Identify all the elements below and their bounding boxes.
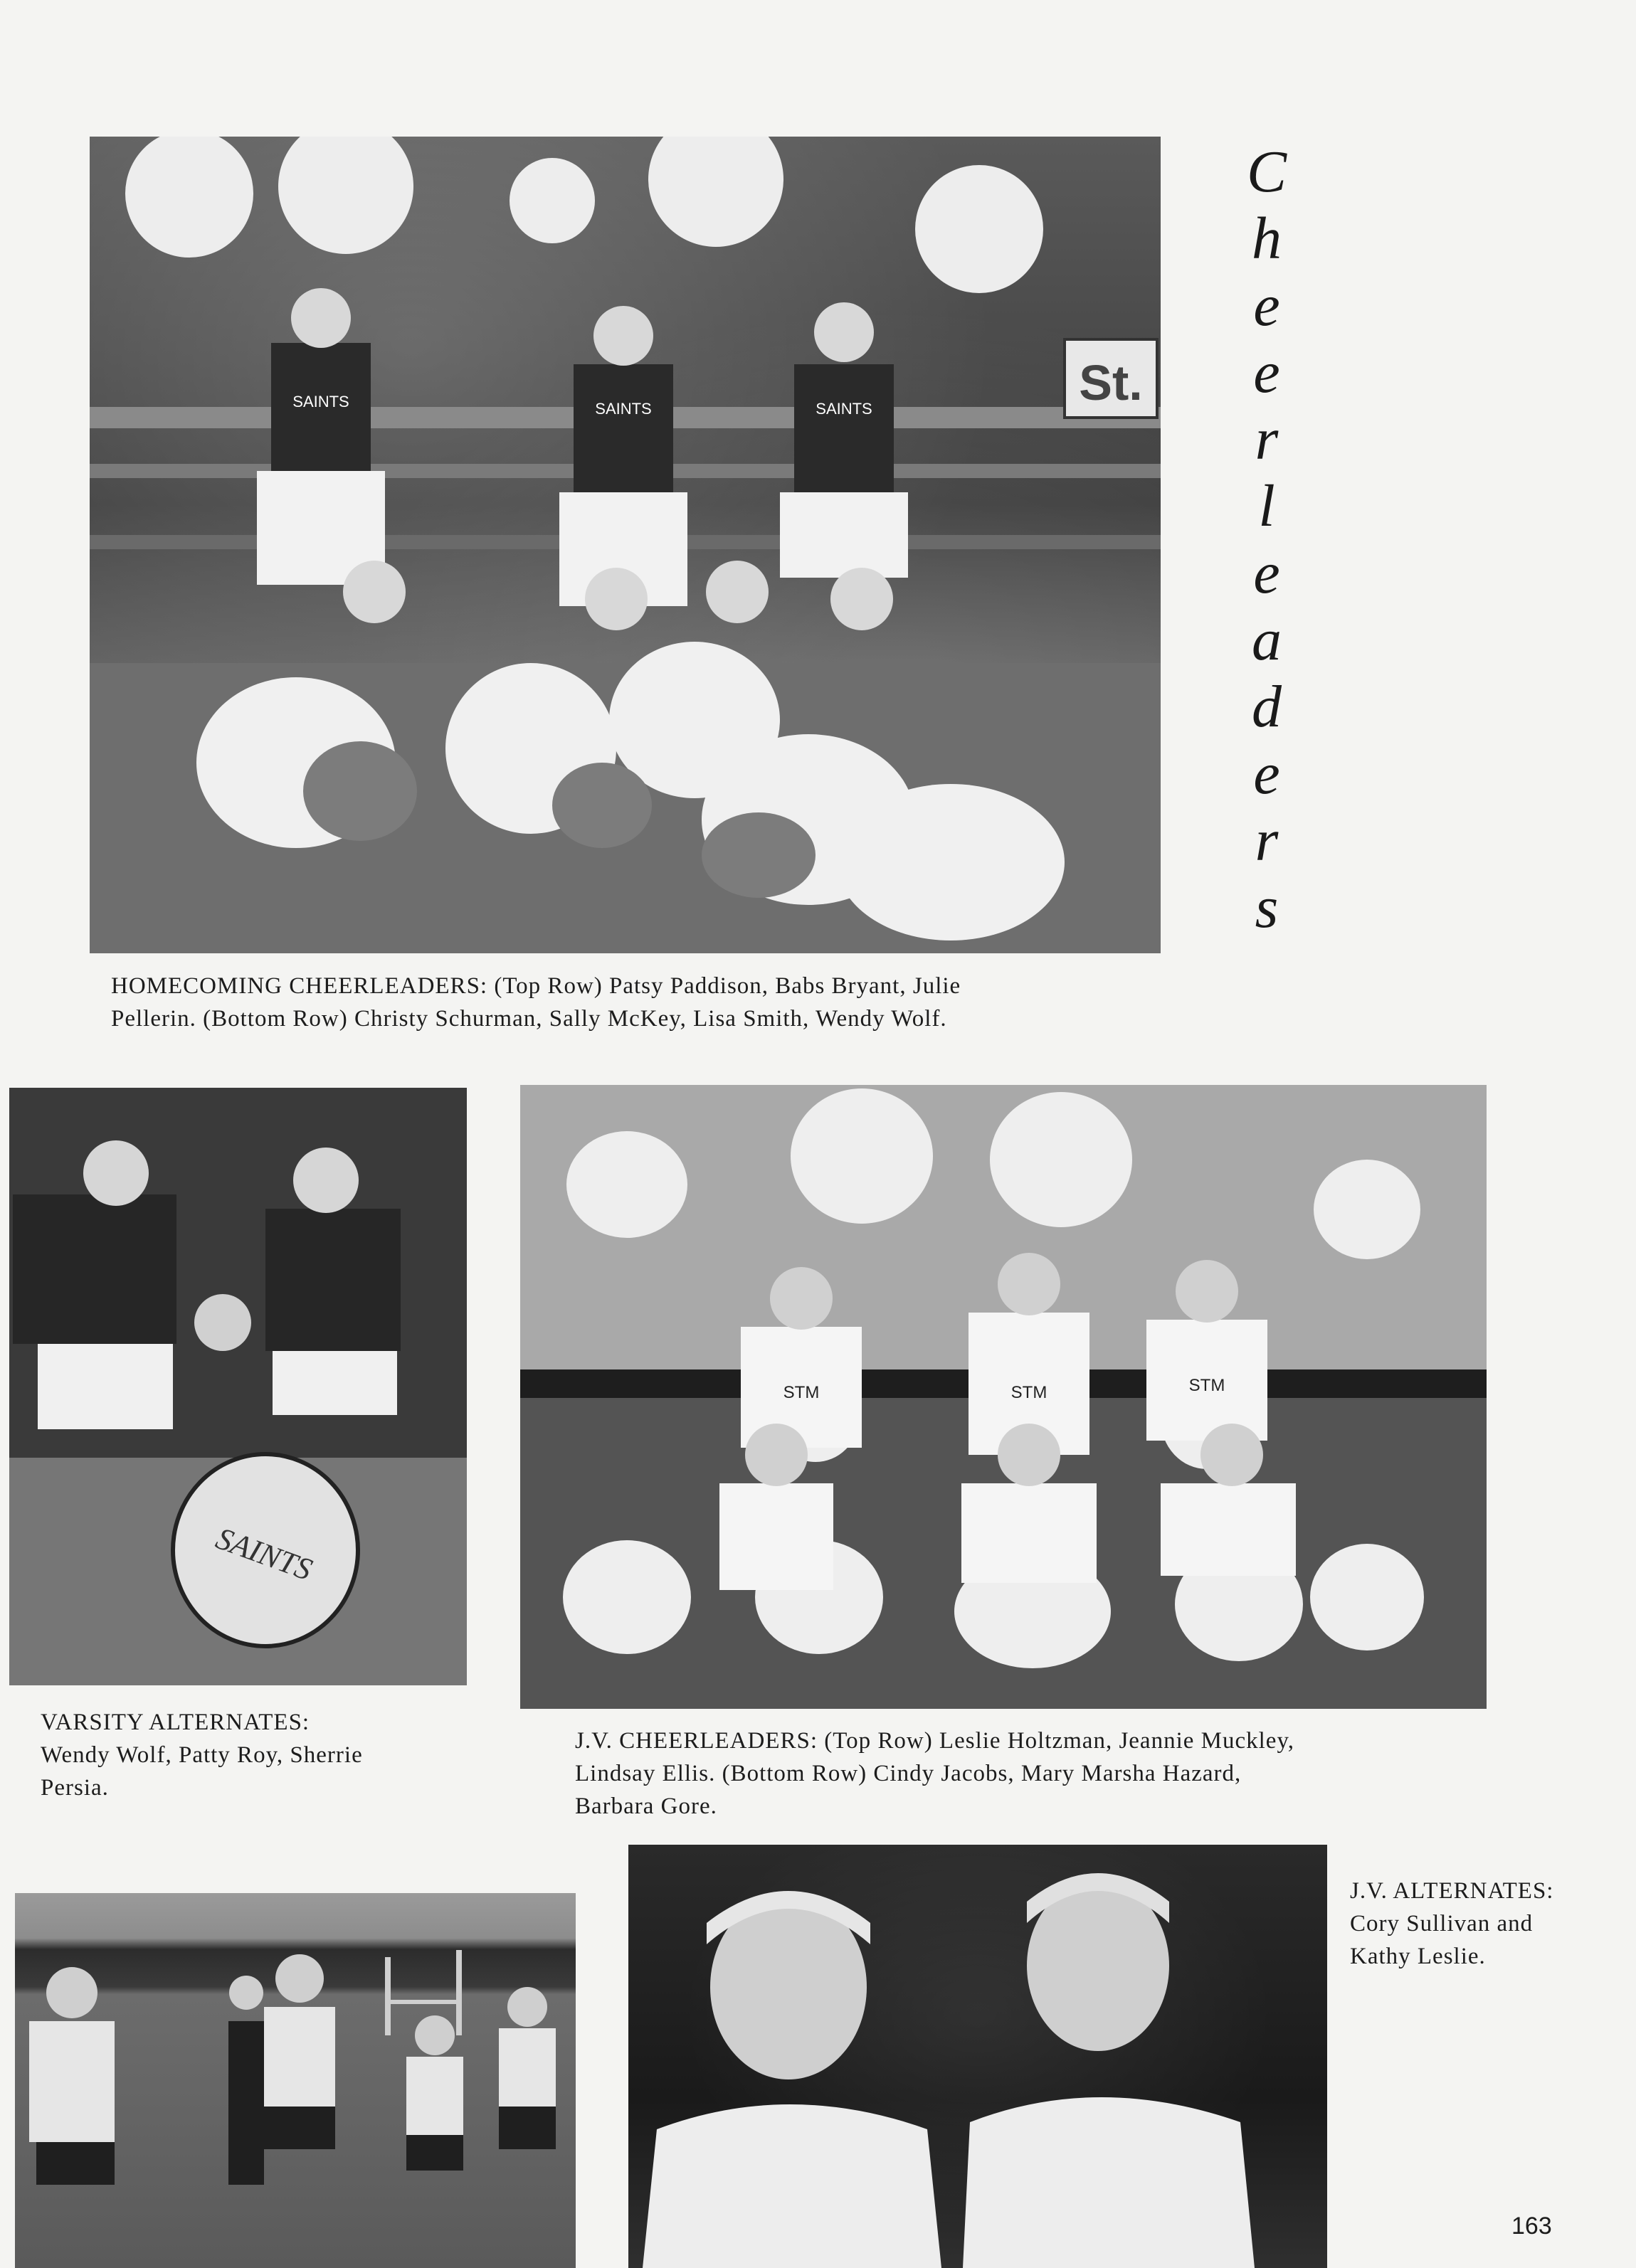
homecoming-caption — [111, 970, 1178, 1035]
caption-line: J.V. ALTERNATES: — [1350, 1878, 1554, 1904]
caption-line: VARSITY ALTERNATES: — [41, 1710, 310, 1735]
page-number: 163 — [1511, 2213, 1552, 2240]
varsity-alternates-caption — [41, 1706, 468, 1804]
caption-line: Lindsay Ellis. (Bottom Row) Cindy Jacobs, Mary Marsha Hazard, — [575, 1761, 1242, 1786]
title-letter: s — [1255, 874, 1279, 940]
title-letter: e — [1253, 272, 1280, 339]
caption-line: Persia. — [41, 1775, 109, 1801]
sweater-text: STM — [783, 1383, 820, 1402]
caption-line: Wendy Wolf, Patty Roy, Sherrie — [41, 1742, 363, 1768]
varsity-alternates-photo — [9, 1088, 467, 1685]
jv-cheerleaders-caption — [575, 1724, 1500, 1823]
page-title-vertical — [1210, 139, 1324, 941]
title-letter: e — [1253, 741, 1280, 807]
title-letter: C — [1246, 139, 1287, 205]
caption-line: J.V. CHEERLEADERS: (Top Row) Leslie Holtzman, Jeannie Muckley, — [575, 1728, 1295, 1754]
caption-line: Cory Sullivan and — [1350, 1911, 1534, 1936]
photo-illustration — [520, 1085, 1487, 1709]
title-letter: e — [1253, 540, 1280, 606]
photo-illustration — [90, 137, 1161, 953]
caption-line: HOMECOMING CHEERLEADERS: (Top Row) Patsy Paddison, Babs Bryant, Julie — [111, 973, 961, 999]
sweater-text: SAINTS — [292, 393, 349, 410]
sweater-text: SAINTS — [816, 400, 872, 418]
field-practice-photo — [15, 1893, 576, 2268]
jv-cheerleaders-photo — [520, 1085, 1487, 1709]
title-letter: r — [1255, 406, 1279, 472]
title-letter: l — [1258, 473, 1275, 539]
photo-illustration — [628, 1845, 1327, 2268]
banner-text: St. — [1079, 355, 1143, 410]
photo-illustration — [9, 1088, 467, 1685]
title-letter: a — [1252, 607, 1282, 673]
title-letter: d — [1252, 674, 1282, 740]
homecoming-cheerleaders-photo — [90, 137, 1161, 953]
drum-text: SAINTS — [211, 1520, 317, 1588]
caption-line: Kathy Leslie. — [1350, 1944, 1486, 1969]
photo-illustration — [15, 1893, 576, 2268]
sweater-text: STM — [1188, 1376, 1225, 1395]
sweater-text: SAINTS — [595, 400, 652, 418]
jv-alternates-photo — [628, 1845, 1327, 2268]
title-letter: r — [1255, 807, 1279, 874]
title-letter: e — [1253, 339, 1280, 406]
jv-alternates-caption — [1350, 1875, 1627, 1973]
caption-line: Pellerin. (Bottom Row) Christy Schurman, Sally McKey, Lisa Smith, Wendy Wolf. — [111, 1006, 947, 1032]
title-letter: h — [1252, 206, 1282, 272]
caption-line: Barbara Gore. — [575, 1793, 717, 1819]
sweater-text: STM — [1010, 1383, 1047, 1402]
